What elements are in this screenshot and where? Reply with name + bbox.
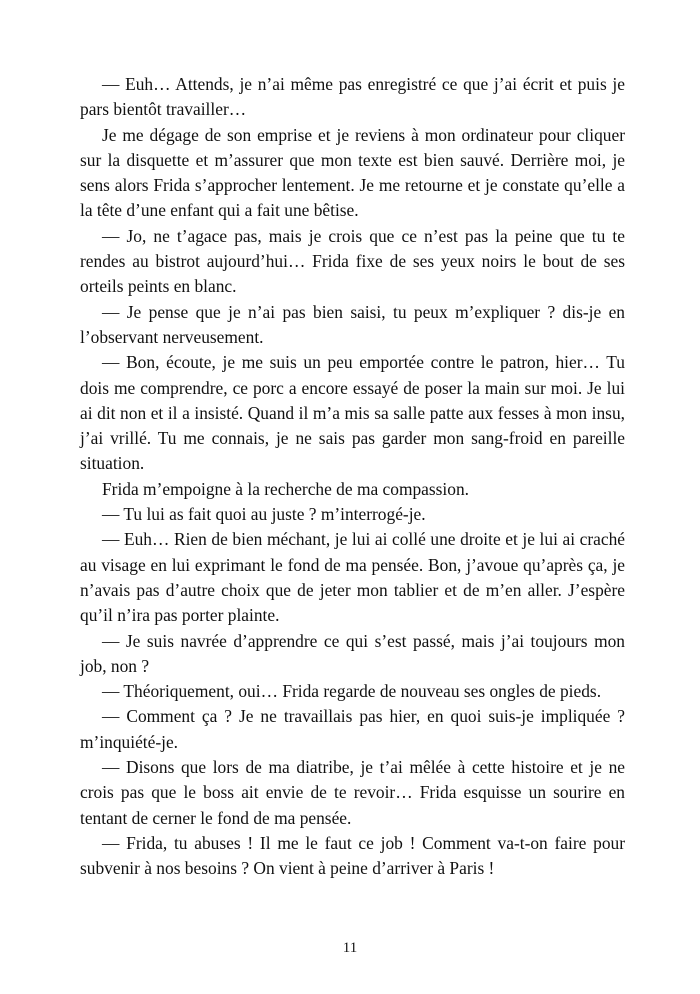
paragraph: — Je pense que je n’ai pas bien saisi, tu peux m’expliquer ? dis-je en l’observant nerveusement. [80,301,625,347]
paragraph: Je me dégage de son emprise et je reviens à mon ordinateur pour cliquer sur la disquette et m’assurer que mon texte est bien sauvé. Derrière moi, je sens alors Frida s’approcher lentement. Je me retourne et je constate qu’elle a la tête d’une enfant qui a fait une bêtise. [80,124,625,221]
paragraph: — Tu lui as fait quoi au juste ? m’interrogé-je. [102,504,426,525]
paragraph: — Comment ça ? Je ne travaillais pas hier, en quoi suis-je impliquée ? m’inquiété-je. [80,706,625,752]
page-text-body [80,72,625,882]
paragraph: — Frida, tu abuses ! Il me le faut ce job ! Comment va-t-on faire pour subvenir à nos besoins ? On vient à peine d’arriver à Paris ! [80,832,625,879]
paragraph: — Euh… Attends, je n’ai même pas enregistré ce que j’ai écrit et puis je pars bientôt travailler… [80,74,625,120]
paragraph: — Jo, ne t’agace pas, mais je crois que ce n’est pas la peine que tu te rendes au bistrot aujourd’hui… Frida fixe de ses yeux noirs le bout de ses orteils peints en blanc. [80,225,625,297]
paragraph: — Bon, écoute, je me suis un peu emportée contre le patron, hier… Tu dois me comprendre, ce porc a encore essayé de poser la main sur moi. Je lui ai dit non et il a insisté. Quand il m’a mis sa salle patte aux fesses à mon insu, j’ai vrillé. Tu me connais, je ne sais pas garder mon sang-froid en pareille situation. [80,352,625,474]
paragraph: — Disons que lors de ma diatribe, je t’ai mêlée à cette histoire et je ne crois pas que le boss ait envie de te revoir… Frida esquisse un sourire en tentant de cerner le fond de ma pensée. [80,757,625,828]
paragraph: — Euh… Rien de bien méchant, je lui ai collé une droite et je lui ai craché au visage en lui exprimant le fond de ma pensée. Bon, j’avoue qu’après ça, je n’avais pas d’autre choix que de jeter mon tablier et de m’en aller. J’espère qu’il n’ira pas porter plainte. [80,529,625,626]
paragraph: — Théoriquement, oui… Frida regarde de nouveau ses ongles de pieds. [102,681,602,702]
page-number: 11 [342,940,358,956]
paragraph: Frida m’empoigne à la recherche de ma compassion. [102,478,469,499]
paragraph: — Je suis navrée d’apprendre ce qui s’est passé, mais j’ai toujours mon job, non ? [80,630,625,676]
